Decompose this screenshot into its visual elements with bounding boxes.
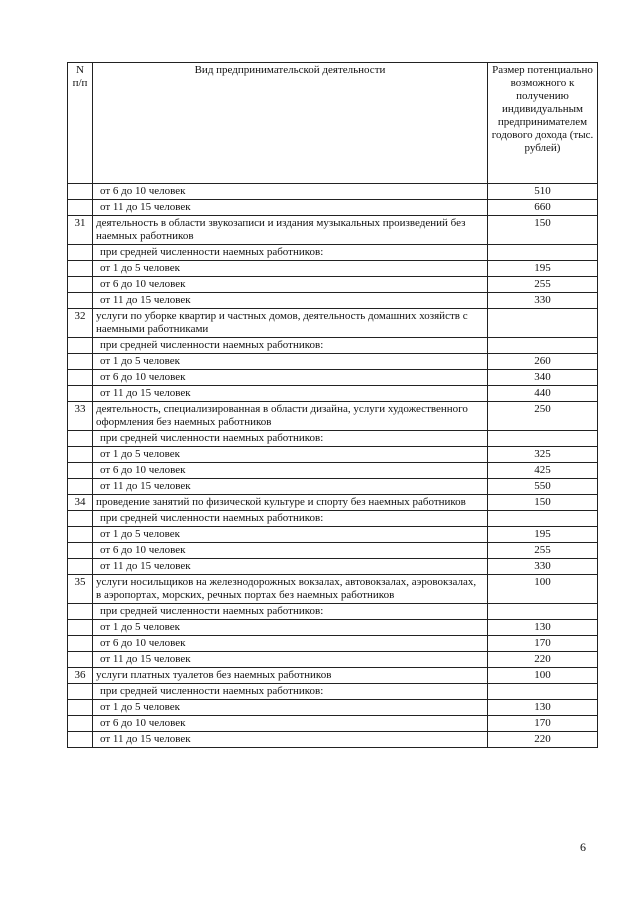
row-number bbox=[68, 527, 93, 543]
table-row bbox=[68, 511, 598, 527]
row-income-value: 510 bbox=[488, 184, 598, 200]
row-number bbox=[68, 620, 93, 636]
row-number bbox=[68, 370, 93, 386]
row-income-value: 195 bbox=[488, 527, 598, 543]
page-number: 6 bbox=[580, 840, 586, 854]
table-row bbox=[68, 431, 598, 447]
row-activity: от 11 до 15 человек bbox=[93, 732, 488, 748]
row-income-value: 325 bbox=[488, 447, 598, 463]
row-activity: при средней численности наемных работников: bbox=[93, 604, 488, 620]
table-row bbox=[68, 479, 598, 495]
row-income-value: 150 bbox=[488, 216, 598, 245]
row-number bbox=[68, 700, 93, 716]
row-number bbox=[68, 559, 93, 575]
header-number: N п/п bbox=[68, 63, 93, 184]
table-header-row bbox=[68, 63, 598, 184]
table-row bbox=[68, 386, 598, 402]
row-income-value: 330 bbox=[488, 293, 598, 309]
table-row bbox=[68, 293, 598, 309]
row-income-value: 130 bbox=[488, 700, 598, 716]
row-income-value: 260 bbox=[488, 354, 598, 370]
table-row bbox=[68, 559, 598, 575]
table-row bbox=[68, 245, 598, 261]
row-number: 34 bbox=[68, 495, 93, 511]
row-number bbox=[68, 684, 93, 700]
row-activity: от 6 до 10 человек bbox=[93, 716, 488, 732]
row-activity: от 6 до 10 человек bbox=[93, 543, 488, 559]
row-activity: деятельность в области звукозаписи и издания музыкальных произведений без наемных работников bbox=[93, 216, 488, 245]
table-row bbox=[68, 684, 598, 700]
row-activity: проведение занятий по физической культуре и спорту без наемных работников bbox=[93, 495, 488, 511]
table-row bbox=[68, 700, 598, 716]
row-activity: от 11 до 15 человек bbox=[93, 200, 488, 216]
row-income-value: 550 bbox=[488, 479, 598, 495]
row-number bbox=[68, 184, 93, 200]
table-row bbox=[68, 184, 598, 200]
header-income: Размер потенциально возможного к получению индивидуальным предпринимателем годового дохода (тыс. рублей) bbox=[488, 63, 598, 184]
activity-income-table bbox=[67, 62, 598, 748]
row-income-value bbox=[488, 684, 598, 700]
row-activity: от 1 до 5 человек bbox=[93, 620, 488, 636]
table-row bbox=[68, 636, 598, 652]
row-activity: от 11 до 15 человек bbox=[93, 293, 488, 309]
row-number bbox=[68, 293, 93, 309]
table-row bbox=[68, 309, 598, 338]
row-number: 31 bbox=[68, 216, 93, 245]
row-number bbox=[68, 652, 93, 668]
table-row bbox=[68, 527, 598, 543]
row-activity: при средней численности наемных работников: bbox=[93, 245, 488, 261]
row-number bbox=[68, 543, 93, 559]
row-number bbox=[68, 716, 93, 732]
row-activity: от 6 до 10 человек bbox=[93, 636, 488, 652]
row-number bbox=[68, 604, 93, 620]
header-activity: Вид предпринимательской деятельности bbox=[93, 63, 488, 184]
row-income-value: 440 bbox=[488, 386, 598, 402]
row-number bbox=[68, 636, 93, 652]
table-row bbox=[68, 652, 598, 668]
row-income-value: 195 bbox=[488, 261, 598, 277]
table-row bbox=[68, 575, 598, 604]
table-row bbox=[68, 716, 598, 732]
row-number bbox=[68, 354, 93, 370]
row-number bbox=[68, 511, 93, 527]
row-number bbox=[68, 200, 93, 216]
row-income-value: 340 bbox=[488, 370, 598, 386]
row-income-value: 255 bbox=[488, 277, 598, 293]
row-activity: от 1 до 5 человек bbox=[93, 447, 488, 463]
table-row bbox=[68, 447, 598, 463]
row-activity: при средней численности наемных работников: bbox=[93, 684, 488, 700]
row-activity: от 6 до 10 человек bbox=[93, 184, 488, 200]
row-income-value bbox=[488, 245, 598, 261]
row-activity: при средней численности наемных работников: bbox=[93, 511, 488, 527]
row-income-value bbox=[488, 431, 598, 447]
row-number bbox=[68, 732, 93, 748]
row-number bbox=[68, 463, 93, 479]
table-row bbox=[68, 604, 598, 620]
row-income-value: 170 bbox=[488, 636, 598, 652]
table-row bbox=[68, 261, 598, 277]
row-income-value: 250 bbox=[488, 402, 598, 431]
row-number: 35 bbox=[68, 575, 93, 604]
row-income-value bbox=[488, 511, 598, 527]
table-row bbox=[68, 543, 598, 559]
row-activity: от 11 до 15 человек bbox=[93, 559, 488, 575]
row-activity: услуги по уборке квартир и частных домов, деятельность домашних хозяйств с наемными работниками bbox=[93, 309, 488, 338]
row-activity: от 6 до 10 человек bbox=[93, 370, 488, 386]
row-activity: от 11 до 15 человек bbox=[93, 479, 488, 495]
table-row bbox=[68, 495, 598, 511]
row-number bbox=[68, 386, 93, 402]
row-activity: от 6 до 10 человек bbox=[93, 463, 488, 479]
row-activity: от 6 до 10 человек bbox=[93, 277, 488, 293]
row-income-value: 100 bbox=[488, 575, 598, 604]
row-income-value: 425 bbox=[488, 463, 598, 479]
row-activity: от 1 до 5 человек bbox=[93, 700, 488, 716]
table-row bbox=[68, 354, 598, 370]
row-income-value: 220 bbox=[488, 652, 598, 668]
row-activity: от 1 до 5 человек bbox=[93, 354, 488, 370]
row-number: 33 bbox=[68, 402, 93, 431]
row-income-value: 100 bbox=[488, 668, 598, 684]
row-income-value: 220 bbox=[488, 732, 598, 748]
row-number bbox=[68, 261, 93, 277]
row-activity: услуги носильщиков на железнодорожных вокзалах, автовокзалах, аэровокзалах, в аэропортах, морских, речных портах без наемных работников bbox=[93, 575, 488, 604]
table-row bbox=[68, 732, 598, 748]
row-income-value: 255 bbox=[488, 543, 598, 559]
row-number: 36 bbox=[68, 668, 93, 684]
row-activity: от 11 до 15 человек bbox=[93, 652, 488, 668]
row-income-value bbox=[488, 604, 598, 620]
table-row bbox=[68, 668, 598, 684]
row-income-value: 150 bbox=[488, 495, 598, 511]
row-income-value: 330 bbox=[488, 559, 598, 575]
row-activity: от 11 до 15 человек bbox=[93, 386, 488, 402]
row-activity: услуги платных туалетов без наемных работников bbox=[93, 668, 488, 684]
row-number bbox=[68, 447, 93, 463]
row-activity: от 1 до 5 человек bbox=[93, 527, 488, 543]
row-number bbox=[68, 277, 93, 293]
row-activity: от 1 до 5 человек bbox=[93, 261, 488, 277]
table-row bbox=[68, 338, 598, 354]
row-activity: при средней численности наемных работников: bbox=[93, 338, 488, 354]
row-number bbox=[68, 245, 93, 261]
row-activity: при средней численности наемных работников: bbox=[93, 431, 488, 447]
row-number: 32 bbox=[68, 309, 93, 338]
row-number bbox=[68, 431, 93, 447]
row-income-value: 130 bbox=[488, 620, 598, 636]
row-income-value: 660 bbox=[488, 200, 598, 216]
table-row bbox=[68, 216, 598, 245]
row-income-value bbox=[488, 338, 598, 354]
table-body bbox=[68, 63, 598, 748]
table-row bbox=[68, 200, 598, 216]
row-number bbox=[68, 338, 93, 354]
row-income-value: 170 bbox=[488, 716, 598, 732]
table-row bbox=[68, 463, 598, 479]
row-number bbox=[68, 479, 93, 495]
row-income-value bbox=[488, 309, 598, 338]
row-activity: деятельность, специализированная в области дизайна, услуги художественного оформления без наемных работников bbox=[93, 402, 488, 431]
table-row bbox=[68, 277, 598, 293]
table-row bbox=[68, 402, 598, 431]
table-row bbox=[68, 620, 598, 636]
table-row bbox=[68, 370, 598, 386]
